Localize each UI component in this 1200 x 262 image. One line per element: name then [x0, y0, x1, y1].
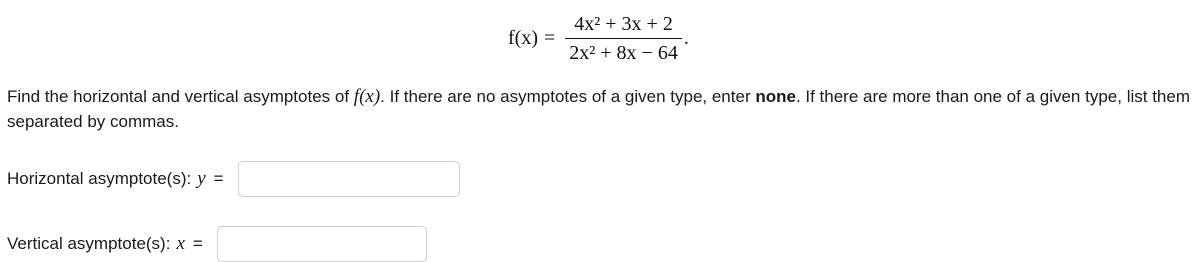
vertical-asymptote-row — [7, 226, 427, 262]
instructions-function: f(x) — [353, 86, 381, 107]
horizontal-asymptote-row — [7, 161, 460, 197]
none-keyword: none — [755, 87, 796, 106]
vertical-asymptote-label: Vertical asymptote(s): — [7, 234, 171, 253]
function-definition — [508, 8, 689, 68]
equals-sign: = — [543, 26, 556, 49]
horizontal-equals: = — [213, 169, 224, 188]
numerator: 4x² + 3x + 2 — [574, 12, 673, 35]
vertical-equals: = — [192, 234, 203, 253]
vertical-variable: x — [176, 233, 185, 254]
function-lhs — [508, 27, 555, 50]
fraction-bar — [565, 38, 682, 39]
horizontal-variable: y — [197, 168, 206, 189]
denominator: 2x² + 8x − 64 — [569, 41, 678, 64]
horizontal-asymptote-label: Horizontal asymptote(s): — [7, 169, 192, 188]
instructions-text-1: Find the horizontal and vertical asymptotes of — [7, 87, 354, 106]
problem-instructions — [7, 84, 1193, 134]
fraction — [565, 12, 682, 65]
instructions-text-3: . If there are more than one of a given type, list them separated by commas. — [7, 87, 1190, 131]
vertical-asymptote-input[interactable] — [217, 226, 427, 262]
function-name: f(x) — [508, 26, 538, 49]
instructions-text-2: . If there are no asymptotes of a given type, enter — [380, 87, 756, 106]
equation-period: . — [683, 26, 689, 49]
horizontal-asymptote-input[interactable] — [238, 161, 460, 197]
